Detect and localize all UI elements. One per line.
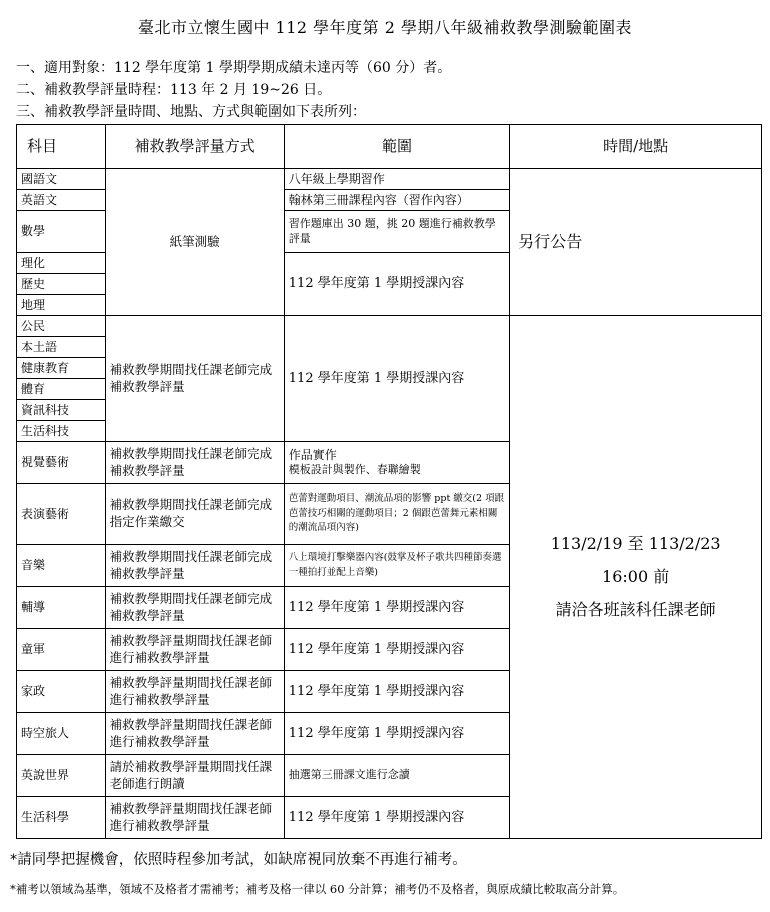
header-method: 補救教學評量方式 [105, 125, 284, 169]
subject-cell: 數學 [17, 211, 106, 253]
method-cell: 補救教學期間找任課老師完成補救教學評量 [105, 316, 284, 442]
scope-cell: 八上環境打擊樂器內容(鼓掌及杯子歌共四種節奏選一種拍打並配上音樂) [284, 545, 510, 587]
scope-table [16, 124, 762, 839]
time-dates: 113/2/19 至 113/2/23 [550, 534, 721, 553]
method-cell: 補救教學期間找任課老師完成指定作業繳交 [105, 484, 284, 545]
table-row [17, 316, 762, 337]
subject-cell: 公民 [17, 316, 106, 337]
time-deadline: 16:00 前 [602, 567, 670, 586]
subject-cell: 英語文 [17, 190, 106, 211]
header-scope: 範圍 [284, 125, 510, 169]
subject-cell: 視覺藝術 [17, 442, 106, 484]
scope-cell: 112 學年度第 1 學期授課內容 [284, 253, 510, 316]
subject-cell: 國語文 [17, 169, 106, 190]
method-cell: 補救教學期間找任課老師完成補救教學評量 [105, 442, 284, 484]
method-cell: 請於補救教學評量期間找任課老師進行朗讀 [105, 755, 284, 797]
method-cell: 補救教學評量期間找任課老師進行補救教學評量 [105, 629, 284, 671]
subject-cell: 資訊科技 [17, 400, 106, 421]
subject-cell: 理化 [17, 253, 106, 274]
time-contact: 請洽各班該科任課老師 [555, 600, 716, 619]
scope-cell: 112 學年度第 1 學期授課內容 [284, 587, 510, 629]
subject-cell: 健康教育 [17, 358, 106, 379]
scope-line: 作品實作 [288, 447, 337, 462]
scope-cell: 112 學年度第 1 學期授課內容 [284, 713, 510, 755]
method-cell: 補救教學期間找任課老師完成補救教學評量 [105, 587, 284, 629]
subject-cell: 英說世界 [17, 755, 106, 797]
scope-cell: 抽選第三冊課文進行念讀 [284, 755, 510, 797]
subject-cell: 本土語 [17, 337, 106, 358]
subject-cell: 體育 [17, 379, 106, 400]
method-cell: 紙筆測驗 [105, 169, 284, 316]
scope-cell: 112 學年度第 1 學期授課內容 [284, 797, 510, 839]
table-row [17, 169, 762, 190]
scope-cell: 八年級上學期習作 [284, 169, 510, 190]
subject-cell: 地理 [17, 295, 106, 316]
subject-cell: 音樂 [17, 545, 106, 587]
intro-schedule: 二、補救教學評量時程：113 年 2 月 19~26 日。 [16, 82, 332, 98]
scope-cell: 芭蕾對運動項目、潮流品項的影響 ppt 繳交(2 項跟芭蕾技巧相關的運動項目；2 個跟芭蕾舞元素相關的潮流品項內容) [284, 484, 510, 545]
scope-cell [284, 442, 510, 484]
header-subject: 科目 [17, 125, 106, 169]
subject-cell: 輔導 [17, 587, 106, 629]
scope-cell: 112 學年度第 1 學期授課內容 [284, 316, 510, 442]
subject-cell: 生活科技 [17, 421, 106, 442]
scope-cell: 習作題庫出 30 題，挑 20 題進行補救教學評量 [284, 211, 510, 253]
subject-cell: 家政 [17, 671, 106, 713]
subject-cell: 時空旅人 [17, 713, 106, 755]
footnote-attendance: *請同學把握機會，依照時程參加考試，如缺席視同放棄不再進行補考。 [10, 852, 467, 868]
subject-cell: 表演藝術 [17, 484, 106, 545]
method-cell: 補救教學評量期間找任課老師進行補救教學評量 [105, 797, 284, 839]
time-cell: 另行公告 [510, 169, 762, 316]
method-cell: 補救教學評量期間找任課老師進行補救教學評量 [105, 671, 284, 713]
method-cell: 補救教學期間找任課老師完成補救教學評量 [105, 545, 284, 587]
header-time: 時間/地點 [510, 125, 762, 169]
intro-target: 一、適用對象：112 學年度第 1 學期學期成績未達丙等（60 分）者。 [16, 60, 452, 76]
scope-cell: 112 學年度第 1 學期授課內容 [284, 671, 510, 713]
table-header-row [17, 125, 762, 169]
subject-cell: 童軍 [17, 629, 106, 671]
subject-cell: 歷史 [17, 274, 106, 295]
subject-cell: 生活科學 [17, 797, 106, 839]
page-title: 臺北市立懷生國中 112 學年度第 2 學期八年級補救教學測驗範圍表 [137, 18, 633, 37]
scope-cell: 112 學年度第 1 學期授課內容 [284, 629, 510, 671]
footnote-grading: *補考以領域為基準，領域不及格者才需補考；補考及格一律以 60 分計算；補考仍不及格者，與原成績比較取高分計算。 [10, 882, 625, 896]
scope-cell: 翰林第三冊課程內容（習作內容） [284, 190, 510, 211]
scope-line: 模板設計與製作、春聯繪製 [288, 463, 421, 477]
method-cell: 補救教學評量期間找任課老師進行補救教學評量 [105, 713, 284, 755]
time-cell [510, 316, 762, 839]
intro-table-note: 三、補救教學評量時間、地點、方式與範圍如下表所列： [16, 104, 366, 120]
